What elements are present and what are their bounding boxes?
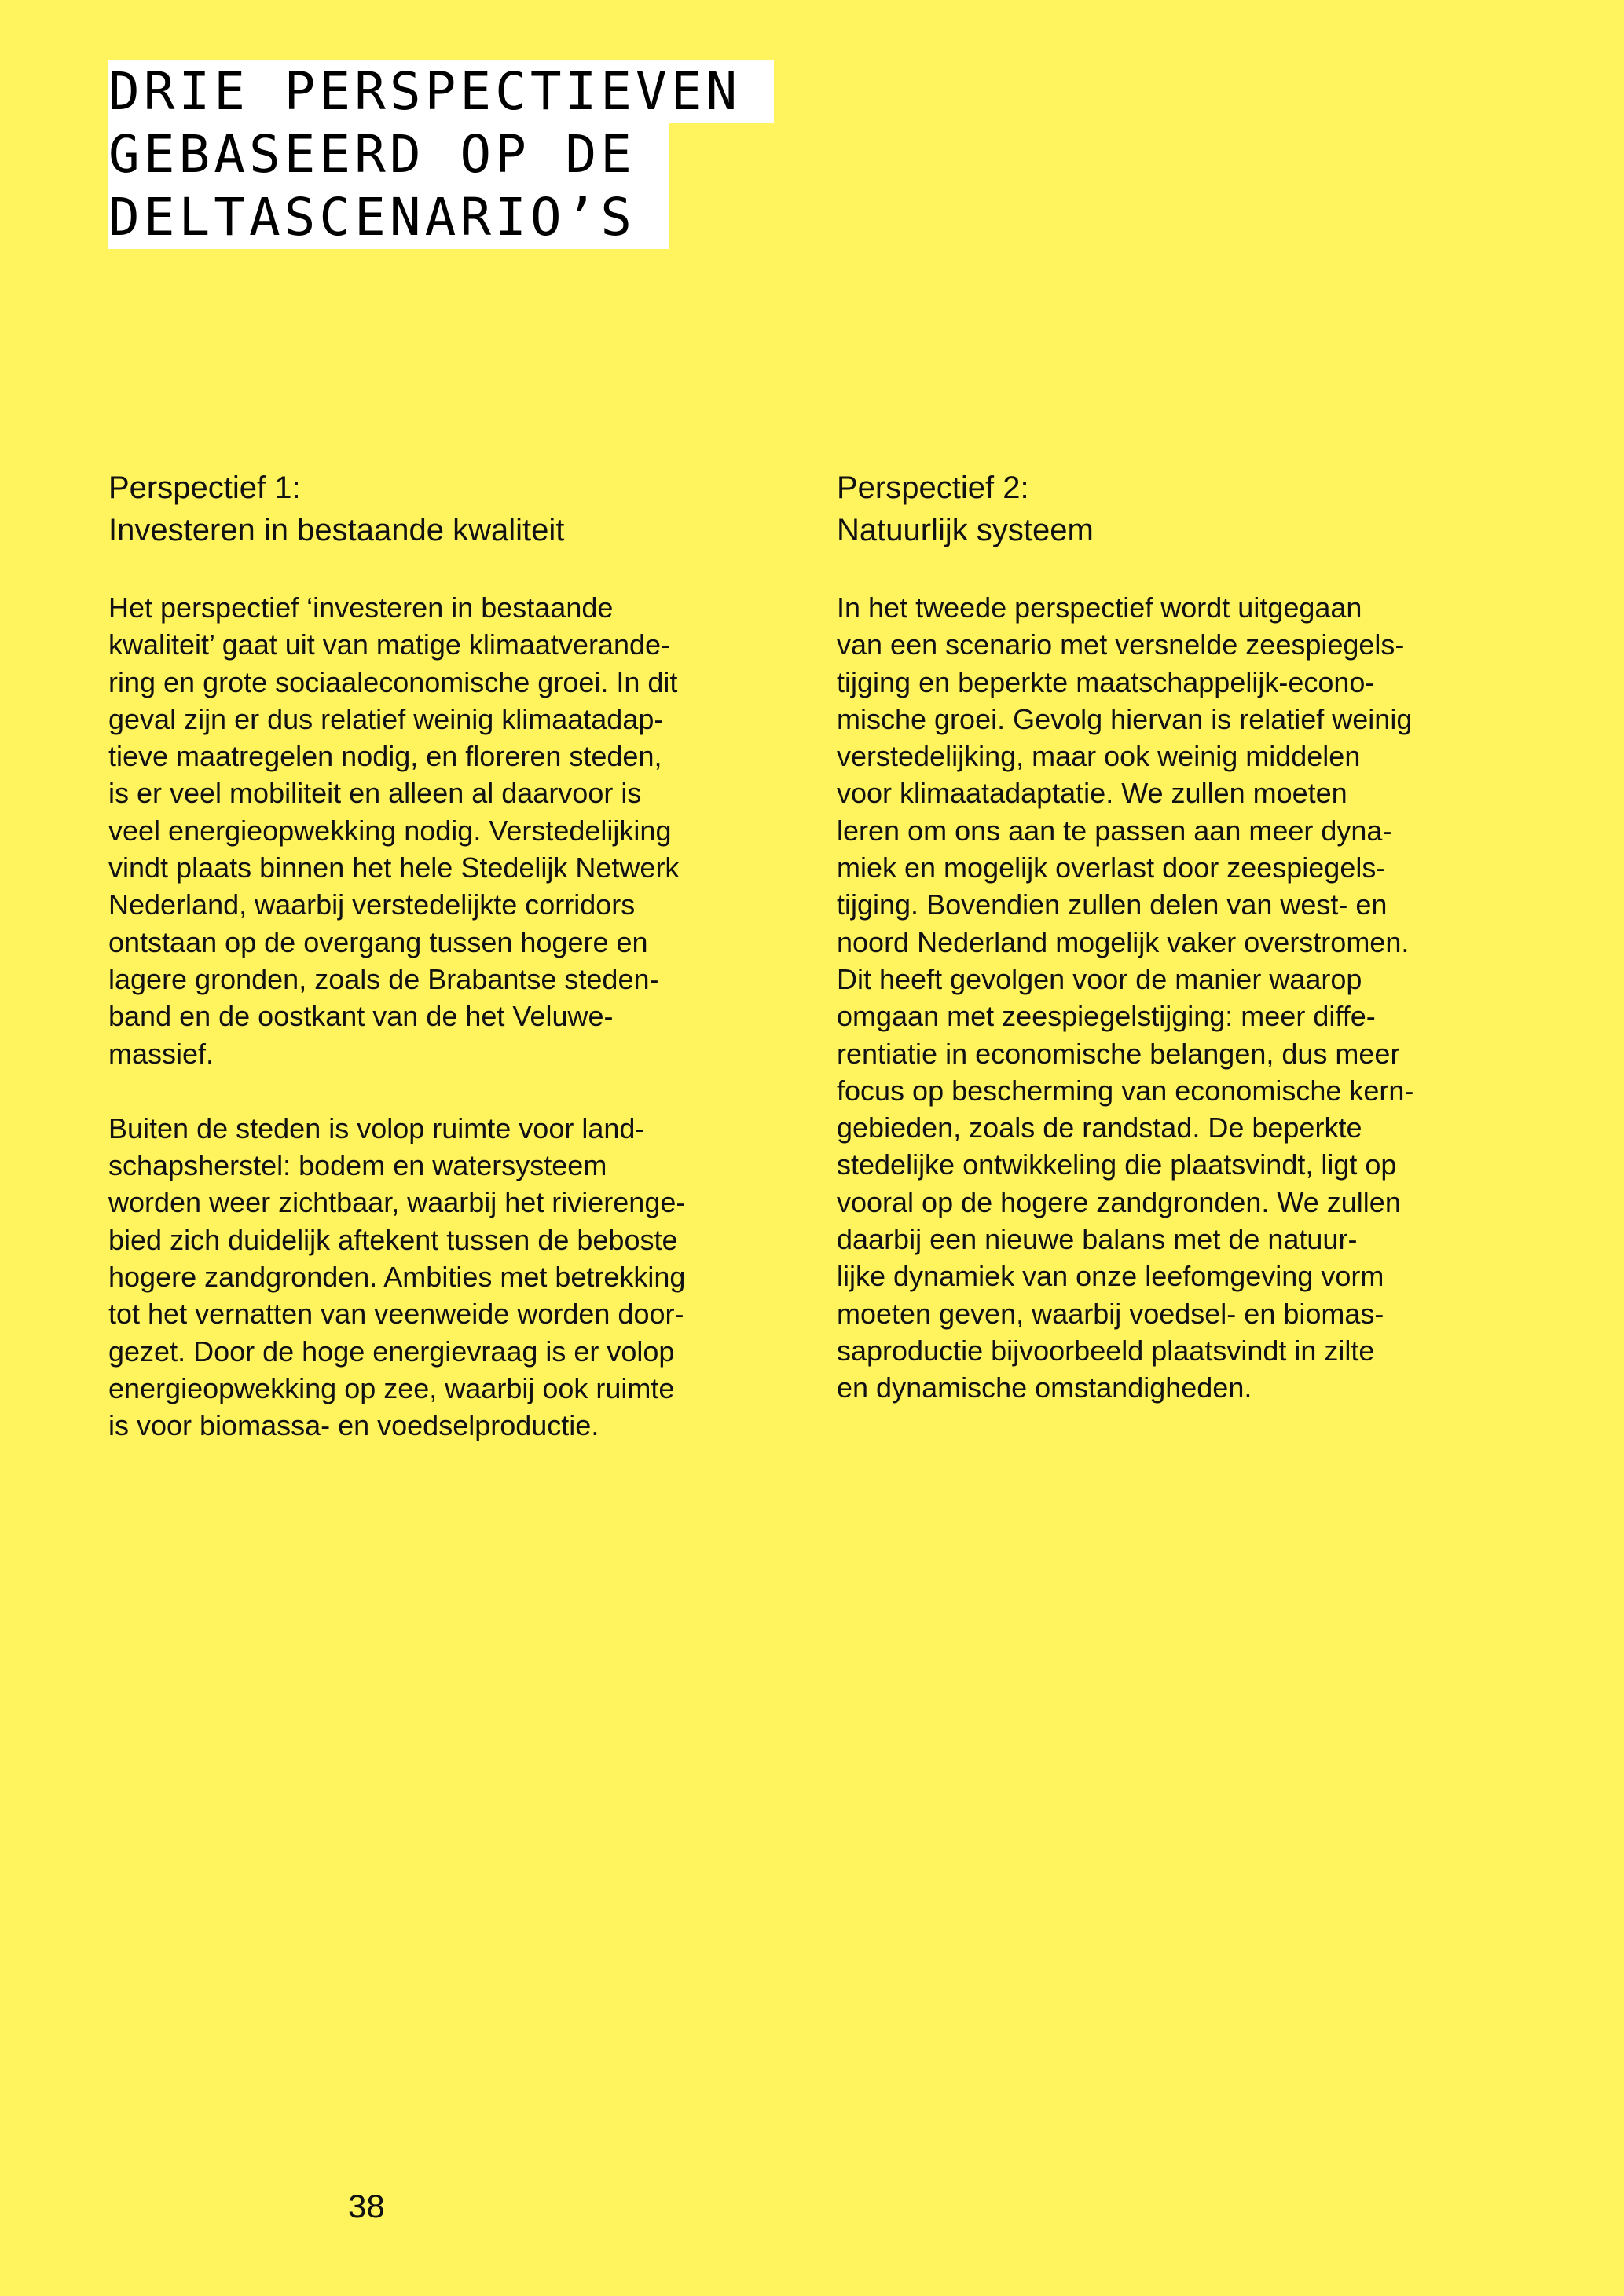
text-line: In het tweede perspectief wordt uitgegaan	[837, 591, 1362, 624]
paragraph	[108, 1110, 796, 1445]
text-line: tijging. Bovendien zullen delen van west- en	[837, 888, 1388, 921]
text-line: Het perspectief ‘investeren in bestaande	[108, 591, 614, 624]
text-line: veel energieopwekking nodig. Verstedelijking	[108, 814, 672, 847]
title-line: DELTASCENARIO’S	[108, 186, 669, 249]
text-line: tot het vernatten van veenweide worden door-	[108, 1298, 684, 1331]
text-line: bied zich duidelijk aftekent tussen de beboste	[108, 1223, 678, 1256]
text-line: schapsherstel: bodem en watersysteem	[108, 1149, 607, 1182]
heading-line: Natuurlijk systeem	[837, 513, 1094, 547]
text-line: stedelijke ontwikkeling die plaatsvindt, ligt op	[837, 1148, 1397, 1181]
text-line: mische groei. Gevolg hiervan is relatief weinig	[837, 702, 1413, 735]
title-line: GEBASEERD OP DE	[108, 123, 669, 186]
text-line: hogere zandgronden. Ambities met betrekking	[108, 1261, 686, 1294]
text-line: van een scenario met versnelde zeespiegels-	[837, 628, 1405, 661]
text-line: geval zijn er dus relatief weinig klimaatadap-	[108, 702, 664, 735]
text-line: moeten geven, waarbij voedsel- en biomas-	[837, 1297, 1384, 1330]
text-line: is er veel mobiliteit en alleen al daarvoor is	[108, 777, 642, 810]
perspective-2-heading	[837, 467, 1524, 551]
perspective-2-column	[837, 467, 1524, 1445]
text-line: noord Nederland mogelijk vaker overstromen.	[837, 925, 1410, 958]
perspective-1-column	[108, 467, 796, 1482]
heading-line: Investeren in bestaande kwaliteit	[108, 513, 565, 547]
text-line: Buiten de steden is volop ruimte voor land-	[108, 1111, 645, 1144]
text-line: Nederland, waarbij verstedelijkte corridors	[108, 888, 636, 921]
heading-line: Perspectief 1:	[108, 471, 301, 505]
text-line: gebieden, zoals de randstad. De beperkte	[837, 1111, 1362, 1144]
perspective-1-body	[108, 589, 796, 1445]
page-title	[108, 60, 774, 249]
text-line: miek en mogelijk overlast door zeespiegels-	[837, 851, 1386, 884]
text-line: kwaliteit’ gaat uit van matige klimaatverande-	[108, 628, 671, 661]
text-line: Dit heeft gevolgen voor de manier waarop	[837, 962, 1362, 995]
text-line: worden weer zichtbaar, waarbij het rivierenge-	[108, 1186, 686, 1219]
text-line: tieve maatregelen nodig, en floreren steden,	[108, 740, 662, 773]
page-number: 38	[348, 2188, 385, 2225]
text-line: energieopwekking op zee, waarbij ook ruimte	[108, 1371, 675, 1404]
title-line: DRIE PERSPECTIEVEN	[108, 60, 774, 123]
text-line: vindt plaats binnen het hele Stedelijk Netwerk	[108, 851, 680, 884]
perspective-2-body	[837, 589, 1524, 1407]
text-line: lagere gronden, zoals de Brabantse steden-	[108, 962, 659, 995]
heading-line: Perspectief 2:	[837, 471, 1029, 505]
text-line: rentiatie in economische belangen, dus meer	[837, 1037, 1400, 1070]
text-line: en dynamische omstandigheden.	[837, 1371, 1252, 1404]
text-line: focus op bescherming van economische kern-	[837, 1074, 1414, 1107]
text-line: lijke dynamiek van onze leefomgeving vorm	[837, 1260, 1384, 1293]
text-line: omgaan met zeespiegelstijging: meer diffe-	[837, 1000, 1376, 1033]
paragraph	[837, 589, 1524, 1407]
text-line: voor klimaatadaptatie. We zullen moeten	[837, 777, 1347, 810]
text-line: is voor biomassa- en voedselproductie.	[108, 1409, 599, 1442]
text-line: tijging en beperkte maatschappelijk-econo-	[837, 665, 1375, 698]
text-line: massief.	[108, 1037, 214, 1070]
text-line: leren om ons aan te passen aan meer dyna-	[837, 814, 1392, 847]
text-line: daarbij een nieuwe balans met de natuur-	[837, 1223, 1358, 1256]
text-line: ring en grote sociaaleconomische groei. In dit	[108, 665, 678, 698]
text-line: saproductie bijvoorbeeld plaatsvindt in zilte	[837, 1334, 1375, 1367]
perspective-1-heading	[108, 467, 796, 551]
text-line: vooral op de hogere zandgronden. We zullen	[837, 1185, 1401, 1218]
text-line: verstedelijking, maar ook weinig middelen	[837, 740, 1361, 773]
text-line: gezet. Door de hoge energievraag is er volop	[108, 1335, 675, 1368]
text-line: ontstaan op de overgang tussen hogere en	[108, 925, 648, 958]
paragraph	[108, 589, 796, 1072]
text-line: band en de oostkant van de het Veluwe-	[108, 1000, 614, 1033]
